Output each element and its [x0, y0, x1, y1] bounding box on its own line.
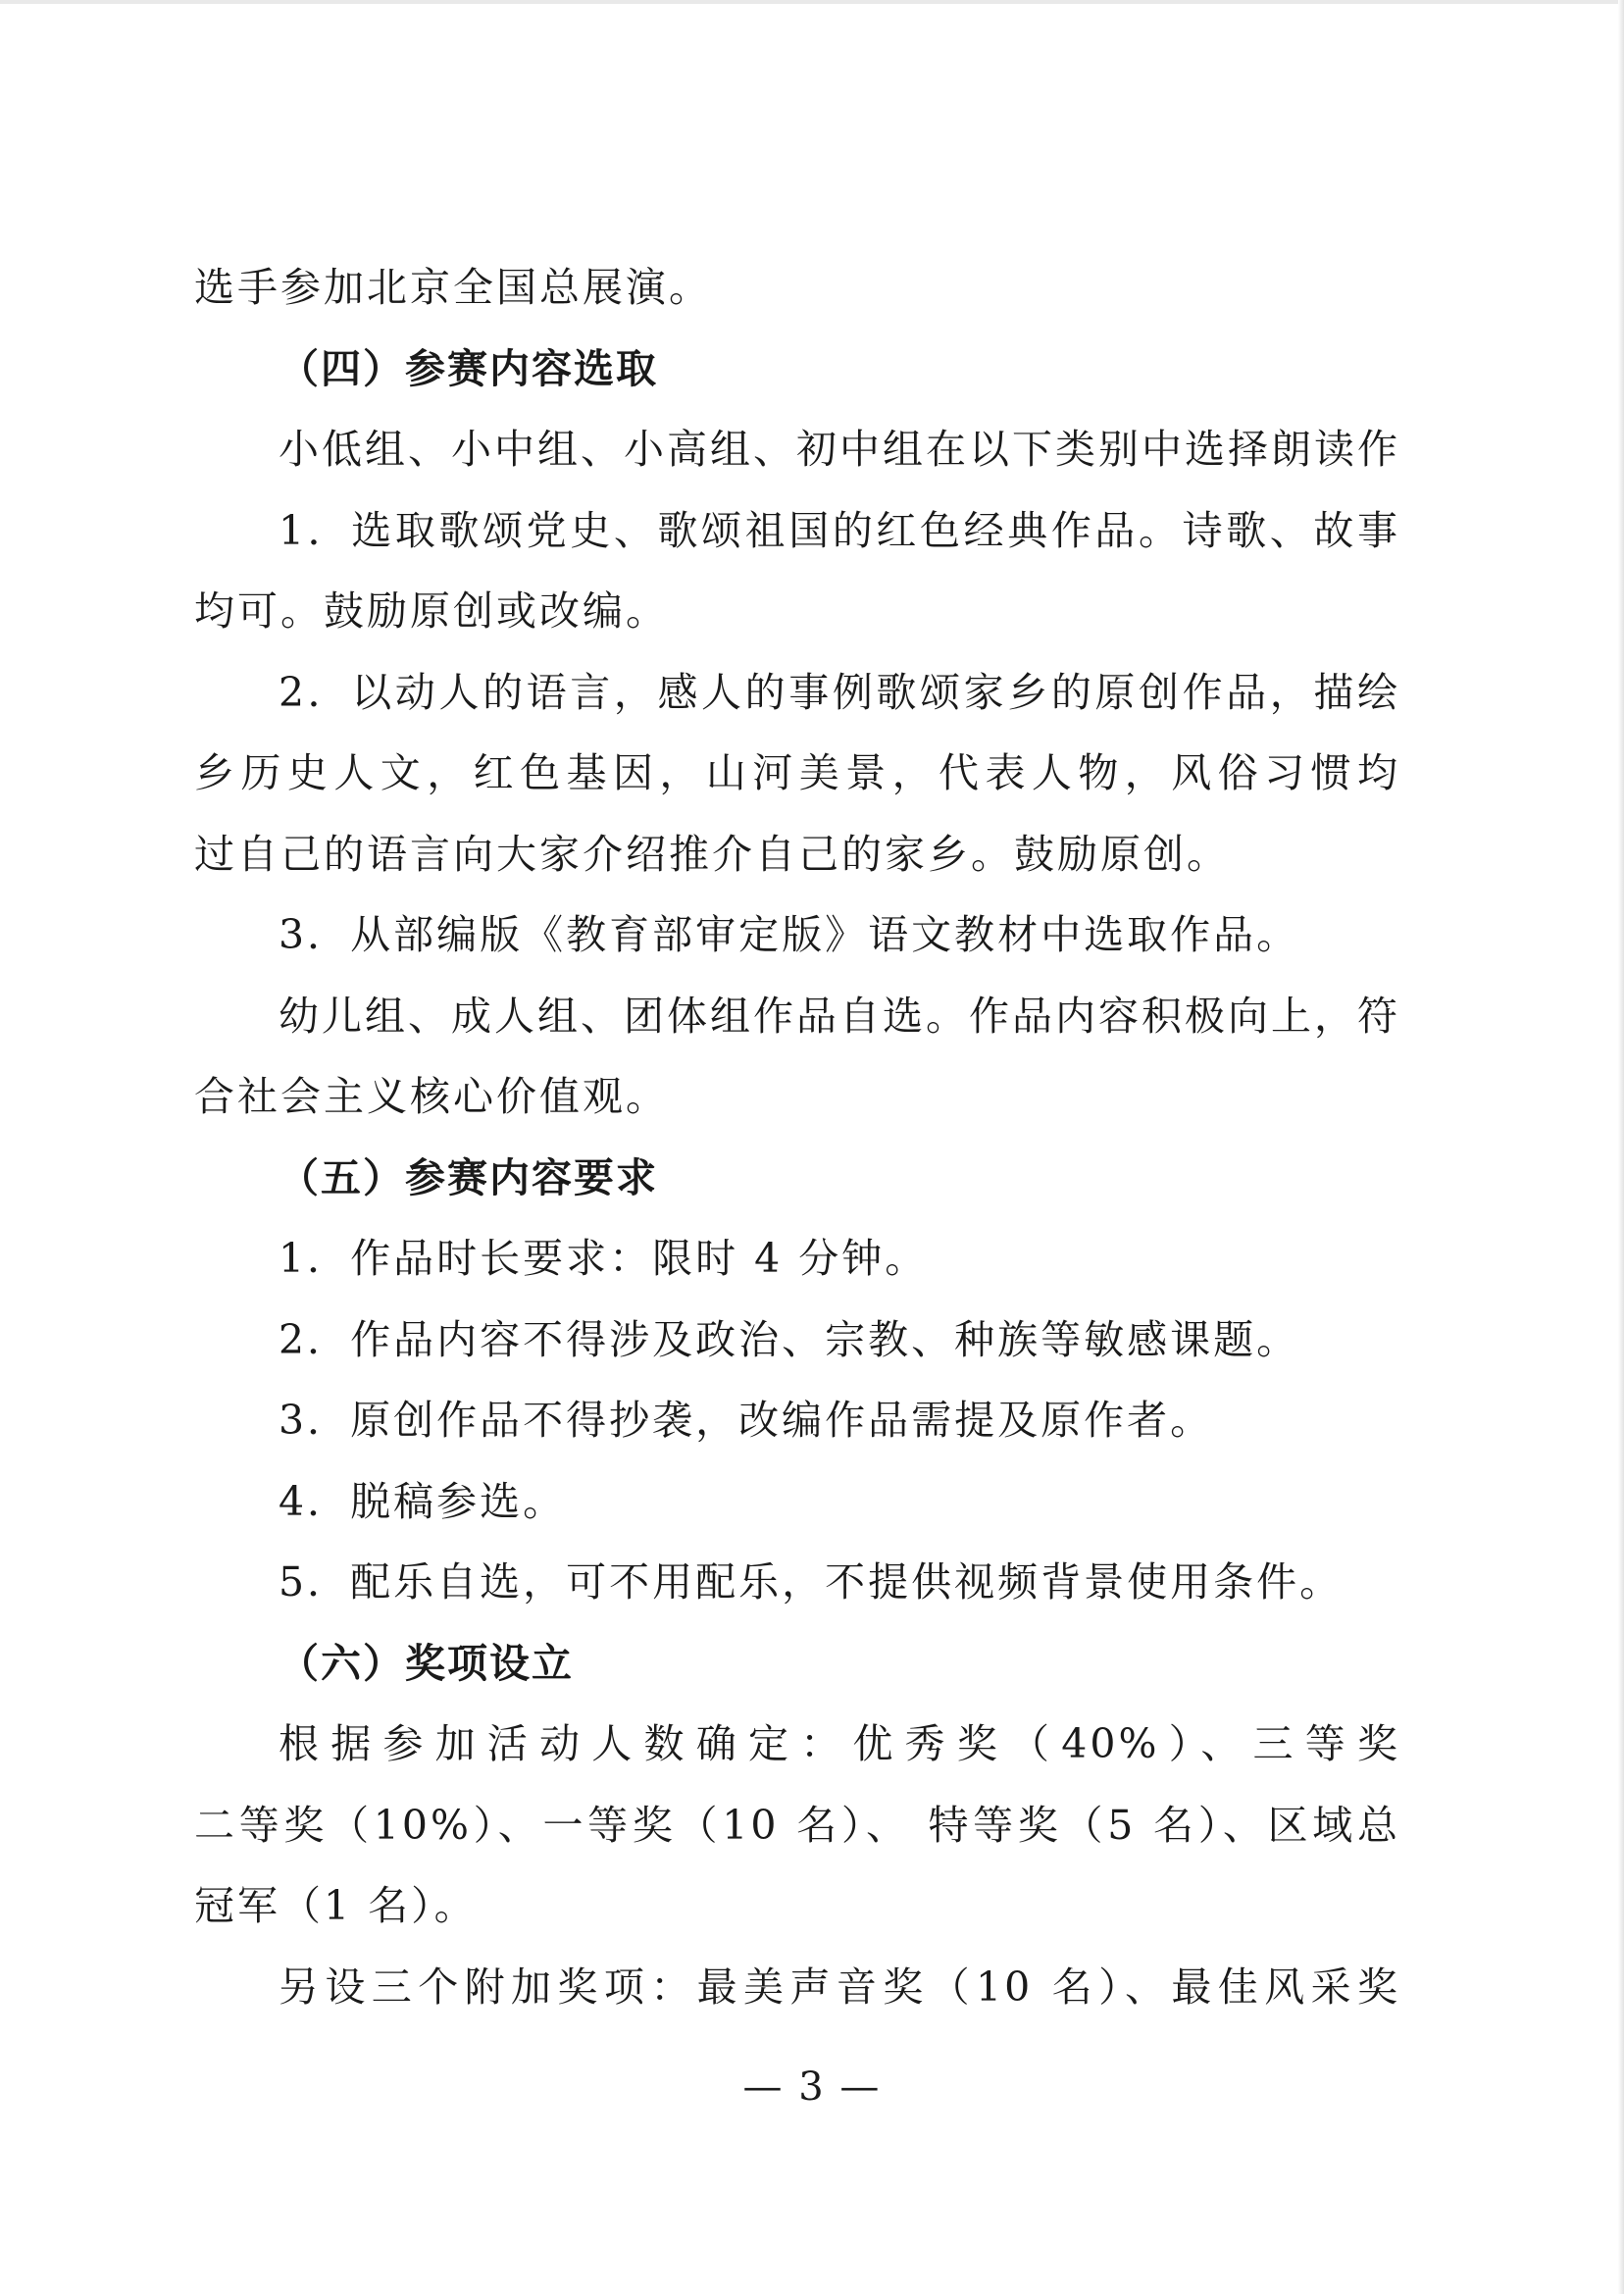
paragraph-line: 均可。鼓励原创或改编。: [194, 587, 669, 635]
paragraph-line: 合社会主义核心价值观。: [194, 1073, 669, 1120]
paragraph-line: 另设三个附加奖项：最美声音奖（10 名）、最佳风采奖: [279, 1963, 1400, 2011]
list-item-line: 2．以动人的语言，感人的事例歌颂家乡的原创作品，描绘: [279, 668, 1400, 716]
paragraph-line: 幼儿组、成人组、团体组作品自选。作品内容积极向上，符: [279, 992, 1400, 1040]
paragraph-line: 过自己的语言向大家介绍推介自己的家乡。鼓励原创。: [194, 830, 1230, 878]
page-edge-right: [1618, 0, 1624, 2294]
list-item-line: 3．原创作品不得抄袭，改编作品需提及原作者。: [279, 1397, 1214, 1444]
paragraph-line: 小低组、小中组、小高组、初中组在以下类别中选择朗读作: [279, 426, 1400, 473]
paragraph-line: 选手参加北京全国总展演。: [194, 264, 712, 311]
paragraph-line: 二等奖（10%）、一等奖（10 名）、 特等奖（5 名）、区域总: [194, 1801, 1400, 1849]
document-body: [194, 247, 1400, 2027]
list-item-line: 1．选取歌颂党史、歌颂祖国的红色经典作品。诗歌、故事: [279, 506, 1400, 554]
page-number: — 3 —: [742, 2065, 882, 2110]
list-item-line: 5．配乐自选，可不用配乐，不提供视频背景使用条件。: [279, 1558, 1344, 1606]
section-heading-four: （四）参赛内容选取: [279, 344, 658, 392]
page-edge-top: [0, 0, 1624, 4]
paragraph-line: 根据参加活动人数确定：优秀奖（40%）、三等奖: [279, 1720, 1400, 1767]
list-item-line: 2．作品内容不得涉及政治、宗教、种族等敏感课题。: [279, 1315, 1300, 1363]
section-heading-five: （五）参赛内容要求: [279, 1153, 658, 1201]
section-heading-six: （六）奖项设立: [279, 1639, 574, 1687]
paragraph-line: 乡历史人文，红色基因，山河美景，代表人物，风俗习惯均: [194, 749, 1400, 796]
list-item-line: 3．从部编版《教育部审定版》语文教材中选取作品。: [279, 911, 1300, 958]
paragraph-line: 冠军（1 名）。: [194, 1882, 478, 1929]
list-item-line: 4．脱稿参选。: [279, 1477, 567, 1525]
list-item-line: 1．作品时长要求：限时 4 分钟。: [279, 1235, 929, 1282]
